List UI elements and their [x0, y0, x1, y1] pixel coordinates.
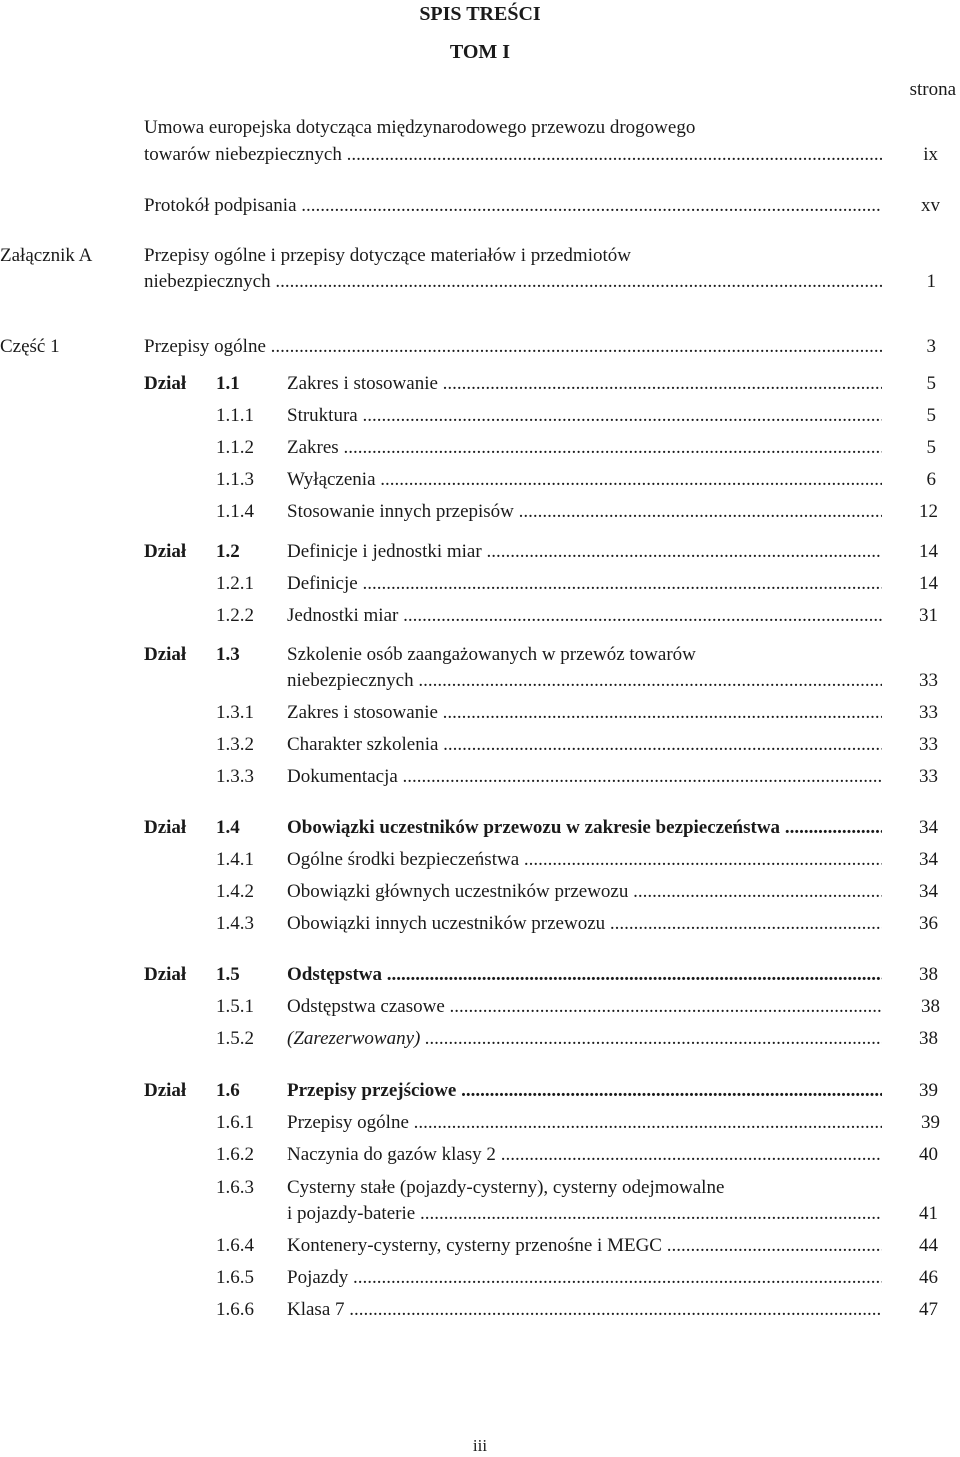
subsection-page: 6	[926, 469, 936, 490]
page-number: iii	[472, 1436, 488, 1455]
subsection-number: 1.4.2	[216, 881, 254, 902]
subsection-number: 1.6.3	[216, 1177, 254, 1198]
section-page: 14	[919, 541, 938, 562]
subsection-number: 1.6.5	[216, 1267, 254, 1288]
entry-agreement-line1: Umowa europejska dotycząca międzynarodowego przewozu drogowego	[144, 117, 696, 138]
subsection-title: Jednostki miar .....	[287, 605, 882, 627]
section-label: Dział	[144, 964, 187, 985]
entry-agreement-line2: towarów niebezpiecznych .....	[144, 144, 882, 166]
entry-agreement-page: ix	[923, 144, 938, 165]
section-title: Zakres i stosowanie .....	[287, 373, 882, 395]
subsection-title: Obowiązki głównych uczestników przewozu .....	[287, 881, 882, 903]
section-label: Dział	[144, 373, 187, 394]
subsection-title: Definicje .....	[287, 573, 882, 595]
subsection-title-line2: i pojazdy-baterie .....	[287, 1203, 882, 1225]
subsection-title: Zakres .....	[287, 437, 882, 459]
subsection-number: 1.6.2	[216, 1144, 254, 1165]
subsection-title: Obowiązki innych uczestników przewozu .....	[287, 913, 882, 935]
section-label: Dział	[144, 817, 187, 838]
subsection-number: 1.1.3	[216, 469, 254, 490]
section-title: Obowiązki uczestników przewozu w zakresie bezpieczeństwa .....	[287, 817, 882, 839]
subsection-number: 1.1.4	[216, 501, 254, 522]
subsection-title: (Zarezerwowany) .....	[287, 1028, 882, 1050]
section-number: 1.4	[216, 817, 240, 838]
section-label: Dział	[144, 644, 187, 665]
section-page: 5	[926, 373, 936, 394]
subsection-page: 33	[919, 734, 938, 755]
subsection-title: Cysterny stałe (pojazdy-cysterny), cysterny odejmowalne	[287, 1177, 725, 1198]
subsection-number: 1.3.2	[216, 734, 254, 755]
volume-title: TOM I	[449, 41, 511, 63]
subsection-title: Odstępstwa czasowe .....	[287, 996, 882, 1018]
section-number: 1.6	[216, 1080, 240, 1101]
section-label: Dział	[144, 1080, 187, 1101]
subsection-number: 1.6.4	[216, 1235, 254, 1256]
subsection-number: 1.1.2	[216, 437, 254, 458]
subsection-title: Naczynia do gazów klasy 2 .....	[287, 1144, 882, 1166]
subsection-number: 1.6.6	[216, 1299, 254, 1320]
subsection-title: Klasa 7 .....	[287, 1299, 882, 1321]
subsection-page: 34	[919, 849, 938, 870]
subsection-title: Ogólne środki bezpieczeństwa .....	[287, 849, 882, 871]
section-title: Definicje i jednostki miar .....	[287, 541, 882, 563]
section-number: 1.3	[216, 644, 240, 665]
annex-title-line2: niebezpiecznych .....	[144, 271, 882, 293]
section-page: 39	[919, 1080, 938, 1101]
section-title: Odstępstwa .....	[287, 964, 882, 986]
subsection-page: 38	[919, 1028, 938, 1049]
subsection-title: Zakres i stosowanie .....	[287, 702, 882, 724]
subsection-page: 40	[919, 1144, 938, 1165]
part-page: 3	[926, 336, 936, 357]
section-number: 1.2	[216, 541, 240, 562]
subsection-number: 1.4.1	[216, 849, 254, 870]
section-title: Przepisy przejściowe .....	[287, 1080, 882, 1102]
subsection-page: 41	[919, 1203, 938, 1224]
subsection-page: 33	[919, 702, 938, 723]
entry-protocol-page: xv	[921, 195, 940, 216]
subsection-page: 31	[919, 605, 938, 626]
subsection-number: 1.5.2	[216, 1028, 254, 1049]
part-label: Część 1	[0, 336, 60, 357]
subsection-page: 36	[919, 913, 938, 934]
section-title: Szkolenie osób zaangażowanych w przewóz towarów	[287, 644, 696, 665]
toc-title: SPIS TREŚCI	[419, 3, 541, 25]
section-number: 1.5	[216, 964, 240, 985]
subsection-page: 5	[926, 405, 936, 426]
subsection-number: 1.5.1	[216, 996, 254, 1017]
subsection-page: 34	[919, 881, 938, 902]
section-label: Dział	[144, 541, 187, 562]
subsection-title: Struktura .....	[287, 405, 882, 427]
subsection-number: 1.3.1	[216, 702, 254, 723]
subsection-number: 1.2.1	[216, 573, 254, 594]
subsection-title: Charakter szkolenia .....	[287, 734, 882, 756]
subsection-title: Kontenery-cysterny, cysterny przenośne i MEGC .....	[287, 1235, 882, 1257]
subsection-number: 1.3.3	[216, 766, 254, 787]
subsection-page: 14	[919, 573, 938, 594]
subsection-title: Dokumentacja .....	[287, 766, 882, 788]
subsection-number: 1.1.1	[216, 405, 254, 426]
page-column-header: strona	[909, 79, 956, 100]
subsection-number: 1.4.3	[216, 913, 254, 934]
part-title: Przepisy ogólne .....	[144, 336, 882, 358]
section-title-line2: niebezpiecznych .....	[287, 670, 882, 692]
subsection-number: 1.6.1	[216, 1112, 254, 1133]
subsection-page: 47	[919, 1299, 938, 1320]
section-page: 38	[919, 964, 938, 985]
subsection-title: Stosowanie innych przepisów .....	[287, 501, 882, 523]
subsection-page: 33	[919, 766, 938, 787]
subsection-page: 39	[921, 1112, 940, 1133]
entry-protocol: Protokół podpisania .....	[144, 195, 882, 217]
annex-page: 1	[926, 271, 936, 292]
subsection-number: 1.2.2	[216, 605, 254, 626]
section-page: 34	[919, 817, 938, 838]
subsection-page: 5	[926, 437, 936, 458]
subsection-page: 44	[919, 1235, 938, 1256]
section-number: 1.1	[216, 373, 240, 394]
subsection-page: 46	[919, 1267, 938, 1288]
annex-label: Załącznik A	[0, 245, 93, 266]
subsection-title: Przepisy ogólne .....	[287, 1112, 882, 1134]
subsection-title: Pojazdy .....	[287, 1267, 882, 1289]
section-page: 33	[919, 670, 938, 691]
annex-title-line1: Przepisy ogólne i przepisy dotyczące materiałów i przedmiotów	[144, 245, 631, 266]
subsection-page: 12	[919, 501, 938, 522]
subsection-page: 38	[921, 996, 940, 1017]
subsection-title: Wyłączenia .....	[287, 469, 882, 491]
